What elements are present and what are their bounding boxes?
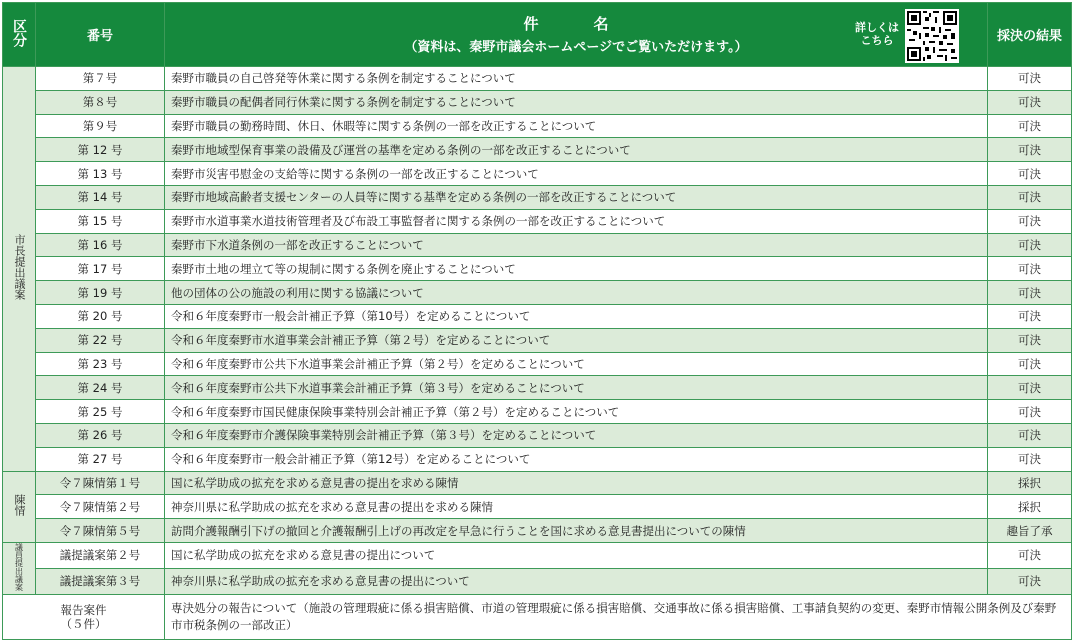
table-header-row: [3, 3, 1072, 67]
row-number: 第 16 号: [36, 233, 165, 257]
row-result: 可決: [988, 90, 1072, 114]
row-number: 第 15 号: [36, 209, 165, 233]
header-kubun: 区分: [3, 3, 36, 67]
row-result: 採択: [988, 495, 1072, 519]
report-text: 専決処分の報告について（施設の管理瑕疵に係る損害賠償、市道の管理瑕疵に係る損害賠償、交通事故に係る損害賠償、工事請負契約の変更、秦野市情報公開条例及び秦野市市税条例の一部改正）: [165, 594, 1072, 639]
row-subject: 令和６年度秦野市介護保険事業特別会計補正予算（第３号）を定めることについて: [165, 423, 988, 447]
row-number: 第 24 号: [36, 376, 165, 400]
row-result: 採択: [988, 471, 1072, 495]
table-row: [3, 281, 1072, 305]
row-result: 可決: [988, 423, 1072, 447]
row-number: 第 19 号: [36, 281, 165, 305]
row-number: 第 23 号: [36, 352, 165, 376]
table-row: [3, 519, 1072, 543]
row-subject: 令和６年度秦野市国民健康保険事業特別会計補正予算（第２号）を定めることについて: [165, 400, 988, 424]
table-row: [3, 67, 1072, 91]
table-row: [3, 138, 1072, 162]
row-subject: 神奈川県に私学助成の拡充を求める意見書の提出を求める陳情: [165, 495, 988, 519]
table-row: [3, 542, 1072, 568]
header-title: 件 名: [523, 15, 629, 33]
row-result: 可決: [988, 209, 1072, 233]
row-result: 可決: [988, 185, 1072, 209]
row-number: 第 20 号: [36, 304, 165, 328]
table-row: [3, 304, 1072, 328]
table-row: [3, 568, 1072, 594]
table-row: [3, 162, 1072, 186]
row-result: 可決: [988, 114, 1072, 138]
row-subject: 令和６年度秦野市一般会計補正予算（第12号）を定めることについて: [165, 447, 988, 471]
table-row: [3, 495, 1072, 519]
row-subject: 秦野市土地の埋立て等の規制に関する条例を廃止することについて: [165, 257, 988, 281]
row-number: 令７陳情第２号: [36, 495, 165, 519]
row-subject: 訪問介護報酬引下げの撤回と介護報酬引上げの再改定を早急に行うことを国に求める意見書提出についての陳情: [165, 519, 988, 543]
row-subject: 秦野市水道事業水道技術管理者及び布設工事監督者に関する条例の一部を改正することについて: [165, 209, 988, 233]
group-petition: 陳情: [3, 471, 36, 542]
row-subject: 令和６年度秦野市公共下水道事業会計補正予算（第２号）を定めることについて: [165, 352, 988, 376]
row-result: 可決: [988, 162, 1072, 186]
row-number: 第８号: [36, 90, 165, 114]
row-result: 可決: [988, 67, 1072, 91]
table-row: [3, 400, 1072, 424]
row-subject: 国に私学助成の拡充を求める意見書の提出について: [165, 542, 988, 568]
table-row: [3, 257, 1072, 281]
table-row: [3, 114, 1072, 138]
row-number: 第 12 号: [36, 138, 165, 162]
table-row: [3, 376, 1072, 400]
row-subject: 神奈川県に私学助成の拡充を求める意見書の提出について: [165, 568, 988, 594]
row-subject: 秦野市職員の配偶者同行休業に関する条例を制定することについて: [165, 90, 988, 114]
row-result: 可決: [988, 400, 1072, 424]
table-row: [3, 209, 1072, 233]
row-number: 令７陳情第１号: [36, 471, 165, 495]
row-subject: 令和６年度秦野市公共下水道事業会計補正予算（第３号）を定めることについて: [165, 376, 988, 400]
row-number: 第 22 号: [36, 328, 165, 352]
row-subject: 令和６年度秦野市一般会計補正予算（第10号）を定めることについて: [165, 304, 988, 328]
header-bango: 番号: [36, 3, 165, 67]
report-row: [3, 594, 1072, 639]
row-subject: 秦野市災害弔慰金の支給等に関する条例の一部を改正することについて: [165, 162, 988, 186]
row-number: 第 14 号: [36, 185, 165, 209]
row-subject: 秦野市下水道条例の一部を改正することについて: [165, 233, 988, 257]
row-number: 第 13 号: [36, 162, 165, 186]
table-row: [3, 233, 1072, 257]
group-member: 議員提出議案: [3, 542, 36, 594]
table-row: [3, 185, 1072, 209]
row-subject: 秦野市地域型保育事業の設備及び運営の基準を定める条例の一部を改正することについて: [165, 138, 988, 162]
row-number: 第７号: [36, 67, 165, 91]
row-number: 令７陳情第５号: [36, 519, 165, 543]
row-result: 可決: [988, 328, 1072, 352]
table-row: [3, 328, 1072, 352]
row-result: 可決: [988, 138, 1072, 162]
row-subject: 秦野市地域高齢者支援センターの人員等に関する基準を定める条例の一部を改正することについて: [165, 185, 988, 209]
row-number: 議提議案第２号: [36, 542, 165, 568]
row-result: 可決: [988, 568, 1072, 594]
resolution-table: [2, 2, 1072, 640]
row-result: 可決: [988, 542, 1072, 568]
row-number: 第９号: [36, 114, 165, 138]
row-number: 第 27 号: [36, 447, 165, 471]
row-number: 議提議案第３号: [36, 568, 165, 594]
group-mayor: 市長提出議案: [3, 67, 36, 472]
table-row: [3, 352, 1072, 376]
row-subject: 令和６年度秦野市水道事業会計補正予算（第２号）を定めることについて: [165, 328, 988, 352]
table-row: [3, 90, 1072, 114]
row-result: 可決: [988, 447, 1072, 471]
detail-label: 詳しくは こちら: [855, 21, 899, 47]
row-result: 趣旨了承: [988, 519, 1072, 543]
row-result: 可決: [988, 304, 1072, 328]
row-result: 可決: [988, 376, 1072, 400]
report-label: 報告案件 （５件）: [3, 594, 165, 639]
qr-code-icon[interactable]: [905, 9, 959, 63]
row-subject: 国に私学助成の拡充を求める意見書の提出を求める陳情: [165, 471, 988, 495]
row-result: 可決: [988, 352, 1072, 376]
table-row: [3, 423, 1072, 447]
row-number: 第 25 号: [36, 400, 165, 424]
row-subject: 秦野市職員の勤務時間、休日、休暇等に関する条例の一部を改正することについて: [165, 114, 988, 138]
row-subject: 秦野市職員の自己啓発等休業に関する条例を制定することについて: [165, 67, 988, 91]
row-result: 可決: [988, 233, 1072, 257]
row-number: 第 26 号: [36, 423, 165, 447]
header-title-cell: [165, 3, 988, 67]
row-subject: 他の団体の公の施設の利用に関する協議について: [165, 281, 988, 305]
header-subtitle: （資料は、秦野市議会ホームページでご覧いただけます。）: [404, 40, 748, 55]
row-result: 可決: [988, 257, 1072, 281]
row-number: 第 17 号: [36, 257, 165, 281]
table-row: [3, 447, 1072, 471]
table-row: [3, 471, 1072, 495]
header-result: 採決の結果: [988, 3, 1072, 67]
row-result: 可決: [988, 281, 1072, 305]
